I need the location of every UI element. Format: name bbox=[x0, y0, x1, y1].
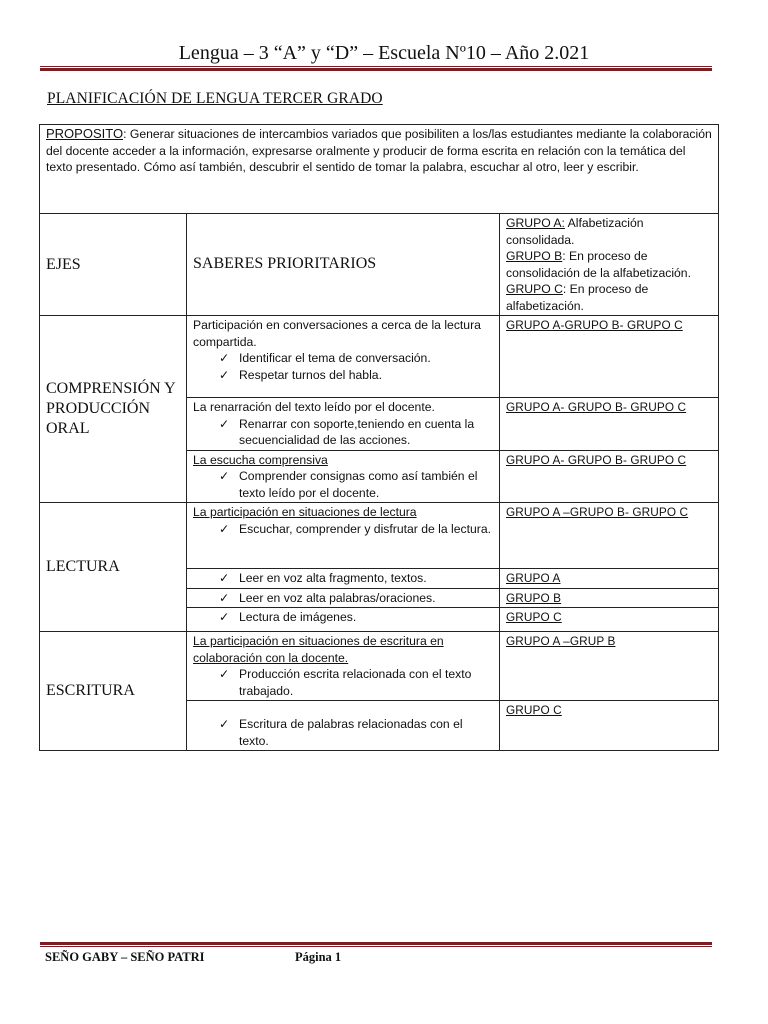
footer-page-number: Página 1 bbox=[295, 950, 342, 964]
checkmark-icon: ✓ bbox=[219, 351, 230, 365]
saber-cell bbox=[187, 398, 500, 451]
saber-cell bbox=[187, 588, 500, 608]
group-c-text: : En proceso de alfabetización. bbox=[506, 282, 649, 313]
saber-item: ✓ Identificar el tema de conversación. bbox=[219, 351, 431, 365]
group-b-text: : En proceso de consolidación de la alfabetización. bbox=[506, 249, 691, 280]
footer-authors: SEÑO GABY – SEÑO PATRI bbox=[45, 950, 205, 964]
purpose-cell bbox=[40, 125, 719, 214]
saber-intro: La renarración del texto leído por el docente. bbox=[193, 400, 435, 414]
saber-item: ✓ Leer en voz alta fragmento, textos. bbox=[219, 571, 427, 585]
group-cell: GRUPO A –GRUPO B- GRUPO C bbox=[500, 503, 719, 569]
saber-cell bbox=[187, 503, 500, 569]
group-cell: GRUPO A- GRUPO B- GRUPO C bbox=[500, 398, 719, 451]
saber-cell bbox=[187, 701, 500, 751]
saber-item: ✓ Comprender consignas como así también el texto leído por el docente. bbox=[219, 469, 478, 500]
saber-item: ✓ Renarrar con soporte,teniendo en cuenta la secuencialidad de las acciones. bbox=[219, 416, 475, 447]
saber-item: ✓ Lectura de imágenes. bbox=[219, 610, 357, 624]
saber-item: ✓ Escuchar, comprender y disfrutar de la lectura. bbox=[219, 521, 491, 536]
planning-table bbox=[39, 124, 719, 751]
checkmark-icon: ✓ bbox=[219, 416, 230, 431]
group-c-label: GRUPO C bbox=[506, 282, 563, 296]
group-cell: GRUPO C bbox=[500, 701, 719, 751]
document-subtitle: PLANIFICACIÓN DE LENGUA TERCER GRADO bbox=[47, 90, 383, 107]
group-a-text: Alfabetización consolidada. bbox=[506, 216, 644, 247]
saber-cell bbox=[187, 608, 500, 632]
checkmark-icon: ✓ bbox=[219, 571, 230, 585]
column-header-grupos bbox=[500, 214, 719, 316]
group-cell: GRUPO A-GRUPO B- GRUPO C bbox=[500, 316, 719, 398]
checkmark-icon: ✓ bbox=[219, 717, 230, 731]
group-cell: GRUPO A –GRUP B bbox=[500, 632, 719, 701]
checkmark-icon: ✓ bbox=[219, 590, 230, 605]
saber-intro: La participación en situaciones de lectura bbox=[193, 505, 417, 519]
checkmark-icon: ✓ bbox=[219, 667, 230, 681]
purpose-text: : Generar situaciones de intercambios variados que posibiliten a los/las estudiantes mediante la colaboración del docente acceder a la información, expresarse oralmente y producir de forma escrita en relación con la temática del texto presentado. Cómo así también, descubrir el sentido de tomar la palabra, escuchar al otro, leer y escribir. bbox=[46, 127, 712, 174]
document-header-title: Lengua – 3 “A” y “D” – Escuela Nº10 – Año 2.021 bbox=[178, 42, 590, 64]
saber-item: ✓ Leer en voz alta palabras/oraciones. bbox=[219, 590, 436, 605]
group-cell: GRUPO A bbox=[500, 569, 719, 589]
header-rule bbox=[40, 66, 712, 71]
checkmark-icon: ✓ bbox=[219, 521, 230, 536]
saber-cell bbox=[187, 316, 500, 398]
axis-lectura: LECTURA bbox=[40, 503, 187, 632]
saber-intro: La participación en situaciones de escritura en colaboración con la docente. bbox=[193, 634, 444, 665]
saber-cell bbox=[187, 450, 500, 503]
saber-cell bbox=[187, 569, 500, 589]
purpose-label: PROPOSITO bbox=[46, 126, 124, 141]
checkmark-icon: ✓ bbox=[219, 367, 230, 382]
group-a-label: GRUPO A: bbox=[506, 216, 565, 230]
saber-item: ✓ Producción escrita relacionada con el texto trabajado. bbox=[219, 667, 472, 698]
saber-item: ✓ Respetar turnos del habla. bbox=[219, 367, 382, 382]
group-cell: GRUPO A- GRUPO B- GRUPO C bbox=[500, 450, 719, 503]
saber-cell bbox=[187, 632, 500, 701]
page-footer bbox=[45, 950, 342, 965]
group-cell: GRUPO C bbox=[500, 608, 719, 632]
saber-item: ✓ Escritura de palabras relacionadas con el texto. bbox=[219, 717, 463, 748]
column-header-ejes: EJES bbox=[40, 214, 187, 316]
saber-intro: La escucha comprensiva bbox=[193, 452, 328, 467]
checkmark-icon: ✓ bbox=[219, 469, 230, 483]
saber-intro: Participación en conversaciones a cerca de la lectura compartida. bbox=[193, 318, 481, 349]
axis-oral: COMPRENSIÓN Y PRODUCCIÓN ORAL bbox=[40, 316, 187, 503]
group-cell: GRUPO B bbox=[500, 588, 719, 608]
group-b-label: GRUPO B bbox=[506, 249, 563, 263]
axis-escritura: ESCRITURA bbox=[40, 632, 187, 751]
checkmark-icon: ✓ bbox=[219, 610, 230, 624]
column-header-saberes: SABERES PRIORITARIOS bbox=[187, 214, 500, 316]
footer-rule bbox=[40, 941, 712, 947]
